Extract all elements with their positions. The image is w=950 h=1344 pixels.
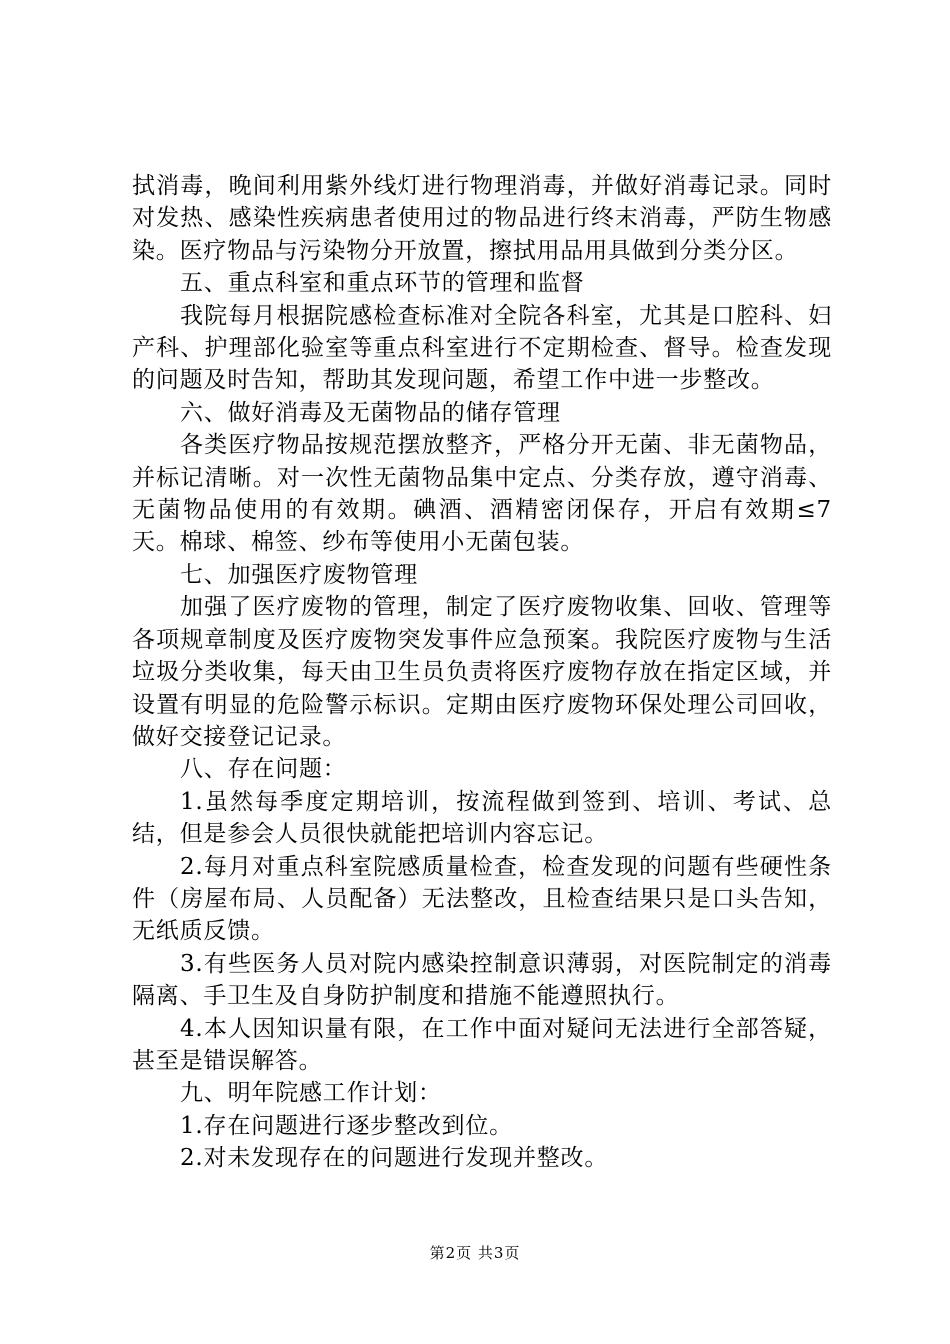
section-heading-8: 八、存在问题： [180,756,347,783]
section-heading-9: 九、明年院感工作计划： [180,1080,442,1107]
section-heading-5: 五、重点科室和重点环节的管理和监督 [180,270,585,297]
list-item-problem-4: 4.本人因知识量有限，在工作中面对疑问无法进行全部答疑，甚至是错误解答。 [132,1015,832,1074]
section-heading-6: 六、做好消毒及无菌物品的储存管理 [180,399,561,426]
page-footer [0,1242,950,1263]
paragraph-1: 拭消毒，晚间利用紫外线灯进行物理消毒，并做好消毒记录。同时对发热、感染性疾病患者使用过的物品进行终末消毒，严防生物感染。医疗物品与污染物分开放置，擦拭用品用具做到分类分区。 [132,173,832,264]
list-item-problem-1: 1.虽然每季度定期培训，按流程做到签到、培训、考试、总结，但是参会人员很快就能把培训内容忘记。 [132,788,832,848]
paragraph-2: 我院每月根据院感检查标准对全院各科室，尤其是口腔科、妇产科、护理部化验室等重点科室进行不定期检查、督导。检查发现的问题及时告知，帮助其发现问题，希望工作中进一步整改。 [132,302,832,394]
page-number: 第2页 共3页 [429,1244,521,1262]
list-item-plan-2: 2.对未发现存在的问题进行发现并整改。 [180,1145,609,1172]
paragraph-4: 加强了医疗废物的管理，制定了医疗废物收集、回收、管理等各项规章制度及医疗废物突发事件应急预案。我院医疗废物与生活垃圾分类收集，每天由卫生员负责将医疗废物存放在指定区域，并设置有明显的危险警示标识。定期由医疗废物环保处理公司回收，做好交接登记记录。 [132,594,832,750]
list-item-problem-3: 3.有些医务人员对院内感染控制意识薄弱，对医院制定的消毒隔离、手卫生及自身防护制度和措施不能遵照执行。 [132,950,832,1010]
paragraph-3: 各类医疗物品按规范摆放整齐，严格分开无菌、非无菌物品，并标记清晰。对一次性无菌物品集中定点、分类存放，遵守消毒、无菌物品使用的有效期。碘酒、酒精密闭保存，开启有效期≤7天。棉球、棉签、纱布等使用小无菌包装。 [132,432,832,556]
list-item-problem-2: 2.每月对重点科室院感质量检查，检查发现的问题有些硬性条件（房屋布局、人员配备）无法整改，且检查结果只是口头告知，无纸质反馈。 [132,853,832,945]
document-body [132,170,832,1175]
section-heading-7: 七、加强医疗废物管理 [180,561,418,588]
list-item-plan-1: 1.存在问题进行逐步整改到位。 [180,1112,513,1139]
